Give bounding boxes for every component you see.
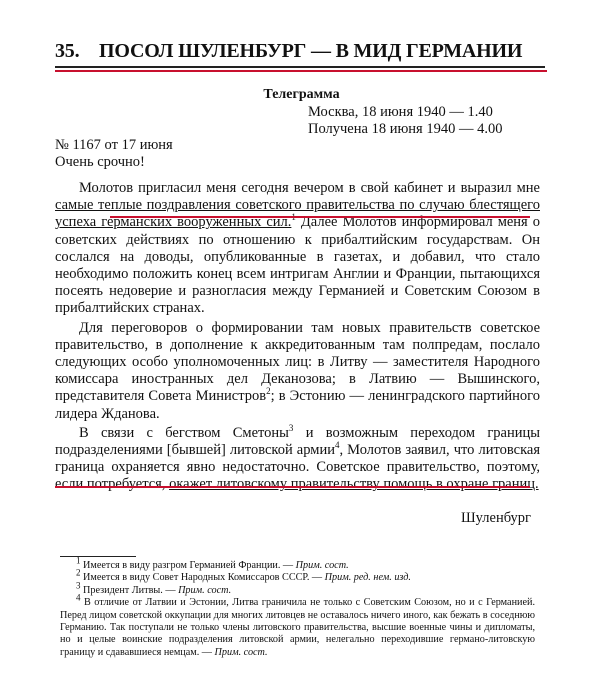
footnote-2 bbox=[60, 568, 535, 584]
footnote-2-text: Имеется в виду Совет Народных Комиссаров СССР. — bbox=[83, 572, 325, 584]
paragraph-1-text-cont: Далее Молотов информировал меня о советских действиях по отношению к прибалтийским государствам. Он сослался на доводы, опубликованные в газетах, и добавил, что стало необходимо положить конец всем интригам Англии и Франции, пытающихся посеять недоверие и разногласия между Германией и Советским Союзом в прибалтийских странах. bbox=[55, 214, 540, 317]
underlined-assistance: окажет литовскому правительству помощь в охране границ. bbox=[169, 476, 539, 493]
footnote-3-source: Прим. сост. bbox=[178, 584, 232, 596]
footnote-4-text: В отличие от Латвии и Эстонии, Литва граничила не только с Советским Союзом, но и с Германией. Перед лицом советской оккупации для многих литовцев не оставалось ничего иного, как бежать в соседнюю Германию. Так поступали не только члены литовского правительства, высшие военные чины и дипломаты, но и целые воинские подразделения литовской армии, нелегально переходившие германо-литовскую границу и сдававшиеся немцам. — bbox=[60, 597, 536, 658]
footnote-4 bbox=[60, 592, 536, 659]
telegram-number: № 1167 от 17 июня bbox=[55, 137, 173, 153]
footnote-1-text: Имеется в виду разгром Германией Франции. — bbox=[83, 560, 296, 571]
footnote-1-source: Прим. сост. bbox=[295, 560, 349, 571]
underlined-congratulations: самые теплые поздравления советского правительства по случаю блестящего успеха германских вооруженных сил. bbox=[55, 197, 540, 231]
footnotes bbox=[60, 555, 536, 659]
footnote-ref-1: 1 bbox=[291, 212, 296, 223]
paragraph-2-text: Для переговоров о формировании там новых правительств советское правительство, в дополнение к аккредитованным там полпредам, послало следующих особо уполномоченных лиц: в Литву — заместителя Народного комиссара иностранных дел Деканозова; в Латвию — Вышинского, представителя Совета Министров bbox=[55, 319, 540, 405]
annotation-underline-1 bbox=[110, 216, 530, 218]
footnote-4-number: 4 bbox=[76, 592, 81, 603]
paragraph-3-text-cont: и возможным переходом границы подразделениями [бывшей] литовской армии bbox=[55, 424, 540, 459]
paragraph-2-text-cont: ; в Эстонию — ленинградского партийного лидера Жданова. bbox=[55, 388, 540, 422]
signature: Шуленбург bbox=[461, 510, 531, 526]
heading-red-underline bbox=[55, 70, 547, 72]
dateline-sent: Москва, 18 июня 1940 — 1.40 bbox=[308, 104, 493, 120]
footnote-ref-4: 4 bbox=[334, 440, 340, 451]
heading-rule bbox=[55, 66, 545, 68]
dateline-received: Получена 18 июня 1940 — 4.00 bbox=[308, 121, 503, 137]
footnote-ref-2: 2 bbox=[266, 386, 271, 397]
document-heading bbox=[55, 40, 545, 63]
document-number: 35. bbox=[55, 40, 80, 62]
footnote-rule bbox=[60, 556, 136, 557]
footnote-3-text: Президент Литвы. — bbox=[83, 584, 179, 596]
document-title: ПОСОЛ ШУЛЕНБУРГ — В МИД ГЕРМАНИИ bbox=[99, 40, 523, 62]
urgency-note: Очень срочно! bbox=[55, 154, 145, 170]
footnote-3 bbox=[60, 580, 535, 597]
document-type: Телеграмма bbox=[263, 87, 340, 102]
paragraph-1 bbox=[55, 180, 540, 318]
footnote-1-number: 1 bbox=[76, 555, 81, 566]
footnote-2-number: 2 bbox=[76, 568, 81, 579]
footnote-1 bbox=[60, 555, 535, 572]
paragraph-1-text: Молотов пригласил меня сегодня вечером в свой кабинет и выразил мне bbox=[79, 180, 540, 196]
annotation-underline-2 bbox=[55, 486, 530, 488]
paragraph-3 bbox=[55, 425, 540, 494]
paragraph-3-text-cont2: , Молотов заявил, что литовская граница охраняется явно недостаточно. Советское правительство, поэтому, если потребуется, bbox=[55, 442, 540, 493]
footnote-4-source: Прим. сост. bbox=[214, 646, 268, 658]
footnote-ref-3: 3 bbox=[288, 423, 294, 434]
footnote-3-number: 3 bbox=[76, 580, 81, 591]
telegram-body bbox=[55, 180, 540, 496]
paragraph-2 bbox=[55, 320, 540, 423]
footnote-2-source: Прим. ред. нем. изд. bbox=[324, 572, 411, 584]
paragraph-3-text: В связи с бегством Сметоны bbox=[79, 424, 289, 441]
